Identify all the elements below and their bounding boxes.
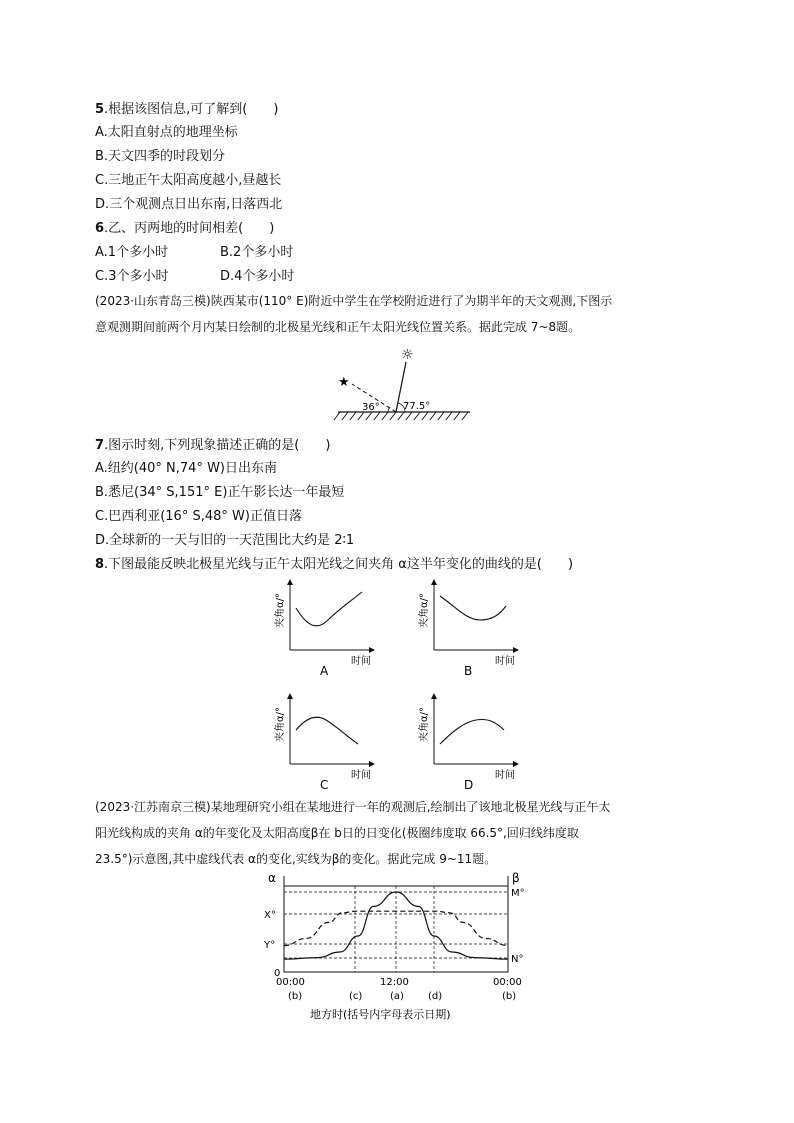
date-label-b1: (b) [288,991,303,1002]
chart-a-label: A [320,664,329,678]
chart-c-label: C [320,778,329,792]
chart-c-curve [296,717,358,744]
date-label-c: (c) [349,991,363,1002]
tick-y: Y° [264,940,276,951]
q7-stem-text: .图示时刻,下列现象描述正确的是( ) [104,438,331,453]
q5-option-b: B.天文四季的时段划分 [95,149,226,164]
tick-zero: 0 [274,968,281,979]
q5-number: 5 [95,102,105,117]
q5-option-a: A.太阳直射点的地理坐标 [95,125,238,140]
chart-a-ylabel: 夹角α/° [275,593,286,628]
small-chart-b [412,578,522,678]
intro-9-11-line3: 23.5°)示意图,其中虚线代表 α的变化,实线为β的变化。据此完成 9~11题。 [95,852,497,866]
alpha-beta-chart [262,872,542,1024]
chart-b-xlabel: 时间 [495,656,515,667]
x-tick-start: 00:00 [276,977,305,988]
small-chart-a [268,578,378,678]
intro-7-8-line1: (2023·山东青岛三模)陕西某市(110° E)附近中学生在学校附近进行了为期半年的天文观测,下图示 [95,294,613,308]
q8-stem-text: .下图最能反映北极星光线与正午太阳光线之间夹角 α这半年变化的曲线的是( ) [104,557,574,572]
chart-xlabel: 地方时(括号内字母表示日期) [310,1008,451,1021]
chart-b-label: B [464,664,473,678]
intro-9-11 [95,794,705,872]
small-chart-d [412,692,522,792]
q5-option-c: C.三地正午太阳高度越小,昼越长 [95,173,282,188]
date-label-a: (a) [390,991,404,1002]
q7-option-d: D.全球新的一天与旧的一天范围比大约是 2∶1 [95,533,355,548]
q5-stem-text: .根据该图信息,可了解到( ) [104,102,279,117]
left-axis-label: α [268,872,276,885]
chart-a-xlabel: 时间 [351,656,371,667]
x-tick-end: 00:00 [493,977,522,988]
figure-sun-star-rays [330,342,480,424]
q6-option-c: C.3个多小时 [95,269,169,284]
date-label-b2: (b) [502,991,517,1002]
chart-b-ylabel: 夹角α/° [419,593,430,628]
chart-c-ylabel: 夹角α/° [275,707,286,742]
chart-d-ylabel: 夹角α/° [419,707,430,742]
intro-7-8 [95,288,705,340]
chart-d-label: D [464,778,474,792]
chart-a-curve [296,592,362,626]
angle-arc-left [388,407,390,412]
q6-option-d: D.4个多小时 [220,269,295,284]
intro-7-8-line2: 意观测期间前两个月内某日绘制的北极星光线和正午太阳光线位置关系。据此完成 7~8题。 [95,320,581,334]
small-chart-c [268,692,378,792]
q6-option-a: A.1个多小时 [95,245,169,260]
intro-9-11-line1: (2023·江苏南京三模)某地理研究小组在某地进行一年的观测后,绘制出了该地北极星光线与正午太 [95,800,611,814]
angle-label-36: 36° [362,402,380,413]
sun-icon: ☼ [401,347,414,363]
q6-stem-text: .乙、丙两地的时间相差( ) [104,221,275,236]
q6-number: 6 [95,221,105,236]
right-axis-label: β [512,872,520,885]
q7-option-b: B.悉尼(34° S,151° E)正午影长达一年最短 [95,485,345,500]
q5-option-d: D.三个观测点日出东南,日落西北 [95,197,283,212]
q8-number: 8 [95,557,105,572]
intro-9-11-line2: 阳光线构成的夹角 α的年变化及太阳高度β在 b日的日变化(极圈纬度取 66.5°,回归线纬度取 [95,826,579,840]
angle-label-77: 77.5° [403,401,431,412]
ground-hatching [334,412,468,420]
tick-x: X° [264,910,276,921]
chart-d-curve [440,719,504,744]
date-label-d: (d) [428,991,443,1002]
q5-stem [95,101,278,119]
q6-option-b: B.2个多小时 [220,245,294,260]
q6-options-row1 [95,244,293,262]
q7-stem [95,437,330,455]
q7-option-c: C.巴西利亚(16° S,48° W)正值日落 [95,509,302,524]
q8-stem [95,556,573,574]
tick-m: M° [511,888,525,899]
x-tick-noon: 12:00 [380,977,409,988]
chart-b-curve [440,596,506,620]
q6-options-row2 [95,268,294,286]
chart-d-xlabel: 时间 [495,770,515,781]
star-icon: ★ [338,375,350,390]
q7-option-a: A.纽约(40° N,74° W)日出东南 [95,461,278,476]
q7-number: 7 [95,438,105,453]
tick-n: N° [511,954,524,965]
chart-c-xlabel: 时间 [351,770,371,781]
q6-stem [95,220,274,238]
